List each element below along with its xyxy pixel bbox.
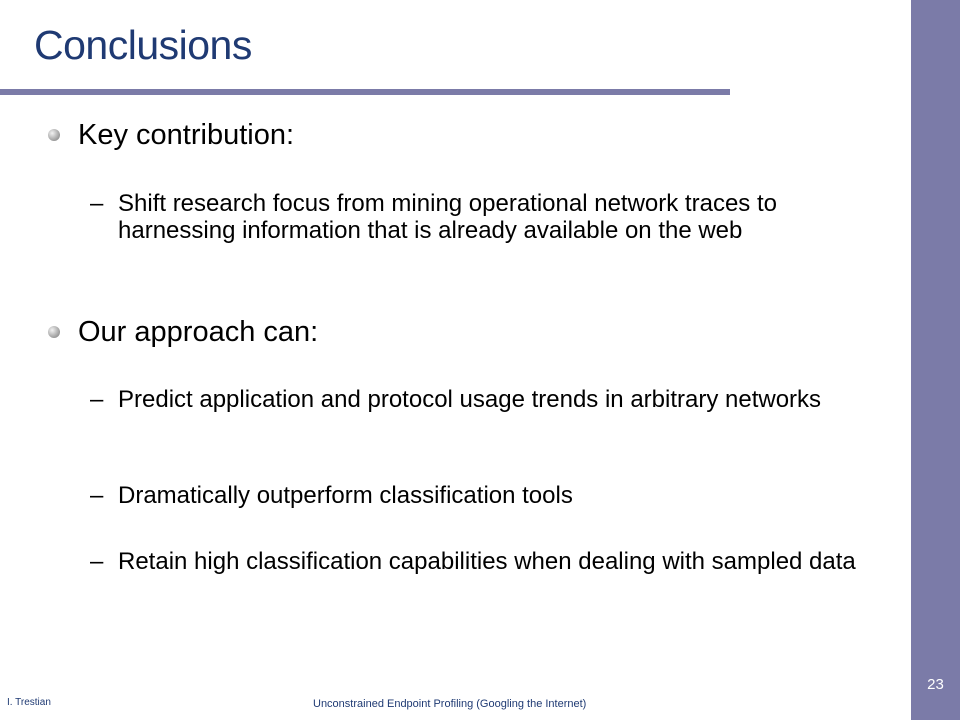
section-heading-our-approach: Our approach can: xyxy=(78,316,319,348)
footer-author: I. Trestian xyxy=(7,697,51,708)
slide-title: Conclusions xyxy=(34,22,252,68)
list-item-text: Predict application and protocol usage trends in arbitrary networks xyxy=(118,386,822,413)
bullet-icon xyxy=(48,326,60,338)
list-item xyxy=(90,190,870,244)
slide-number: 23 xyxy=(927,676,944,693)
list-item xyxy=(90,548,870,575)
dash-marker: – xyxy=(90,548,104,575)
list-item xyxy=(90,386,830,413)
dash-marker: – xyxy=(90,190,104,217)
list-item xyxy=(90,482,870,509)
bullet-icon xyxy=(48,129,60,141)
section-heading-key-contribution: Key contribution: xyxy=(78,119,295,151)
footer-title: Unconstrained Endpoint Profiling (Googling the Internet) xyxy=(313,698,587,710)
list-item-text: Retain high classification capabilities when dealing with sampled data xyxy=(118,548,856,575)
title-underline xyxy=(0,89,730,95)
dash-marker: – xyxy=(90,482,104,509)
list-item-text: Dramatically outperform classification tools xyxy=(118,482,573,509)
list-item-text: Shift research focus from mining operational network traces to harnessing information that is already available on the web xyxy=(118,190,777,244)
side-accent-bar xyxy=(911,0,960,720)
dash-marker: – xyxy=(90,386,104,413)
